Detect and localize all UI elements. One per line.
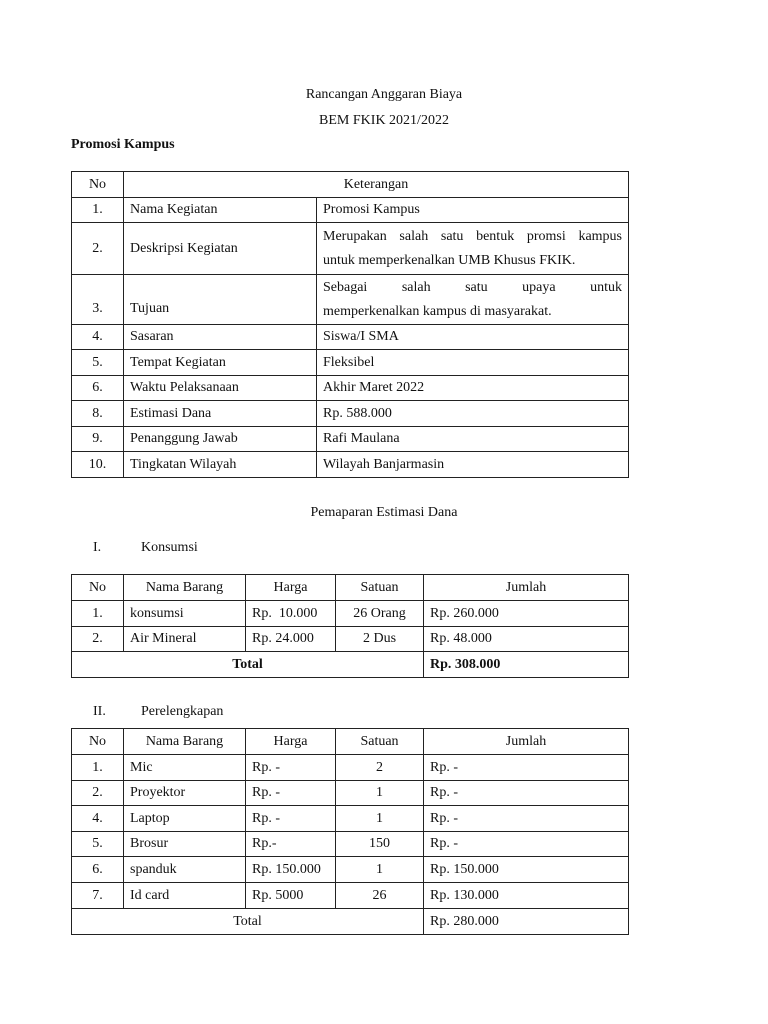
section-number: II. <box>93 704 106 719</box>
cell-harga: Rp. 10.000 <box>246 601 336 627</box>
table-row <box>72 909 629 935</box>
row-label: Nama Kegiatan <box>124 198 317 223</box>
row-no: 6. <box>72 376 124 401</box>
cell-jumlah: Rp. - <box>424 806 629 832</box>
row-value: Akhir Maret 2022 <box>317 376 629 401</box>
section-heading: Perelengkapan <box>141 704 224 719</box>
row-no: 1. <box>72 198 124 223</box>
cell-nama: Laptop <box>124 806 246 832</box>
row-value: Promosi Kampus <box>317 198 629 223</box>
cell-satuan: 150 <box>336 832 424 857</box>
row-label: Tujuan <box>124 275 317 325</box>
table-row <box>72 275 629 325</box>
cell-nama: spanduk <box>124 857 246 883</box>
cell-jumlah: Rp. 260.000 <box>424 601 629 627</box>
section-number: I. <box>93 540 102 555</box>
table-row <box>72 652 629 678</box>
cell-nama: Mic <box>124 755 246 781</box>
cell-no: 7. <box>72 883 124 909</box>
row-no: 2. <box>72 223 124 275</box>
cell-no: 5. <box>72 832 124 857</box>
cell-nama: Proyektor <box>124 781 246 806</box>
cell-satuan: 2 Dus <box>336 627 424 652</box>
table-row <box>72 452 629 478</box>
cell-no: 1. <box>72 601 124 627</box>
header-jumlah: Jumlah <box>424 729 629 755</box>
header-harga: Harga <box>246 575 336 601</box>
cell-harga: Rp. - <box>246 755 336 781</box>
header-no: No <box>72 172 124 198</box>
row-no: 9. <box>72 427 124 452</box>
cell-no: 2. <box>72 627 124 652</box>
cell-harga: Rp. 150.000 <box>246 857 336 883</box>
table-row <box>72 376 629 401</box>
cell-no: 1. <box>72 755 124 781</box>
info-table <box>71 171 629 478</box>
row-no: 3. <box>72 275 124 325</box>
cell-harga: Rp. 24.000 <box>246 627 336 652</box>
table-row <box>72 401 629 427</box>
cell-no: 6. <box>72 857 124 883</box>
cell-jumlah: Rp. - <box>424 832 629 857</box>
cell-no: 2. <box>72 781 124 806</box>
table-row <box>72 172 629 198</box>
cell-harga: Rp.- <box>246 832 336 857</box>
cell-satuan: 1 <box>336 781 424 806</box>
cell-satuan: 2 <box>336 755 424 781</box>
header-nama: Nama Barang <box>124 729 246 755</box>
cell-harga: Rp. - <box>246 781 336 806</box>
cell-jumlah: Rp. 130.000 <box>424 883 629 909</box>
cell-satuan: 26 <box>336 883 424 909</box>
row-label: Tingkatan Wilayah <box>124 452 317 478</box>
row-label: Tempat Kegiatan <box>124 350 317 376</box>
total-value: Rp. 280.000 <box>424 909 629 935</box>
cell-no: 4. <box>72 806 124 832</box>
table-row <box>72 601 629 627</box>
table-row <box>72 806 629 832</box>
total-label: Total <box>72 909 424 935</box>
row-no: 8. <box>72 401 124 427</box>
table-row <box>72 883 629 909</box>
cell-jumlah: Rp. 150.000 <box>424 857 629 883</box>
header-harga: Harga <box>246 729 336 755</box>
row-value-line: untuk memperkenalkan UMB Khusus FKIK. <box>323 252 576 268</box>
table-row <box>72 575 629 601</box>
cell-jumlah: Rp. - <box>424 781 629 806</box>
cell-satuan: 1 <box>336 806 424 832</box>
header-satuan: Satuan <box>336 575 424 601</box>
cell-nama: Id card <box>124 883 246 909</box>
total-value: Rp. 308.000 <box>424 652 629 678</box>
row-label: Penanggung Jawab <box>124 427 317 452</box>
row-no: 4. <box>72 325 124 350</box>
cell-nama: Air Mineral <box>124 627 246 652</box>
cell-satuan: 26 Orang <box>336 601 424 627</box>
header-jumlah: Jumlah <box>424 575 629 601</box>
cell-harga: Rp. - <box>246 806 336 832</box>
cell-harga: Rp. 5000 <box>246 883 336 909</box>
section-title: Promosi Kampus <box>71 137 175 152</box>
cell-nama: konsumsi <box>124 601 246 627</box>
cell-nama: Brosur <box>124 832 246 857</box>
header-satuan: Satuan <box>336 729 424 755</box>
table-row <box>72 781 629 806</box>
header-no: No <box>72 729 124 755</box>
row-no: 10. <box>72 452 124 478</box>
document-title: Rancangan Anggaran Biaya <box>305 87 463 102</box>
table-row <box>72 325 629 350</box>
table-row <box>72 857 629 883</box>
konsumsi-table <box>71 574 629 678</box>
row-no: 5. <box>72 350 124 376</box>
row-value: Wilayah Banjarmasin <box>317 452 629 478</box>
total-label: Total <box>72 652 424 678</box>
row-value-line: Merupakan salah satu bentuk promsi kampus <box>323 228 622 244</box>
row-value: Fleksibel <box>317 350 629 376</box>
row-label: Sasaran <box>124 325 317 350</box>
table-row <box>72 729 629 755</box>
row-value: Rafi Maulana <box>317 427 629 452</box>
row-value <box>317 275 629 325</box>
header-no: No <box>72 575 124 601</box>
table-row <box>72 350 629 376</box>
row-value: Rp. 588.000 <box>317 401 629 427</box>
row-value-line: memperkenalkan kampus di masyarakat. <box>323 303 552 319</box>
row-label: Waktu Pelaksanaan <box>124 376 317 401</box>
table-row <box>72 755 629 781</box>
table-row <box>72 427 629 452</box>
row-value: Siswa/I SMA <box>317 325 629 350</box>
table-row <box>72 627 629 652</box>
row-label: Deskripsi Kegiatan <box>124 223 317 275</box>
table-row <box>72 198 629 223</box>
cell-satuan: 1 <box>336 857 424 883</box>
perlengkapan-table <box>71 728 629 935</box>
row-value <box>317 223 629 275</box>
section-heading: Konsumsi <box>141 540 198 555</box>
row-label: Estimasi Dana <box>124 401 317 427</box>
header-keterangan: Keterangan <box>124 172 629 198</box>
row-value-line: Sebagai salah satu upaya untuk <box>323 279 622 295</box>
cell-jumlah: Rp. - <box>424 755 629 781</box>
table-row <box>72 223 629 275</box>
cell-jumlah: Rp. 48.000 <box>424 627 629 652</box>
header-nama: Nama Barang <box>124 575 246 601</box>
estimasi-title: Pemaparan Estimasi Dana <box>310 505 458 520</box>
document-subtitle: BEM FKIK 2021/2022 <box>319 113 449 128</box>
table-row <box>72 832 629 857</box>
